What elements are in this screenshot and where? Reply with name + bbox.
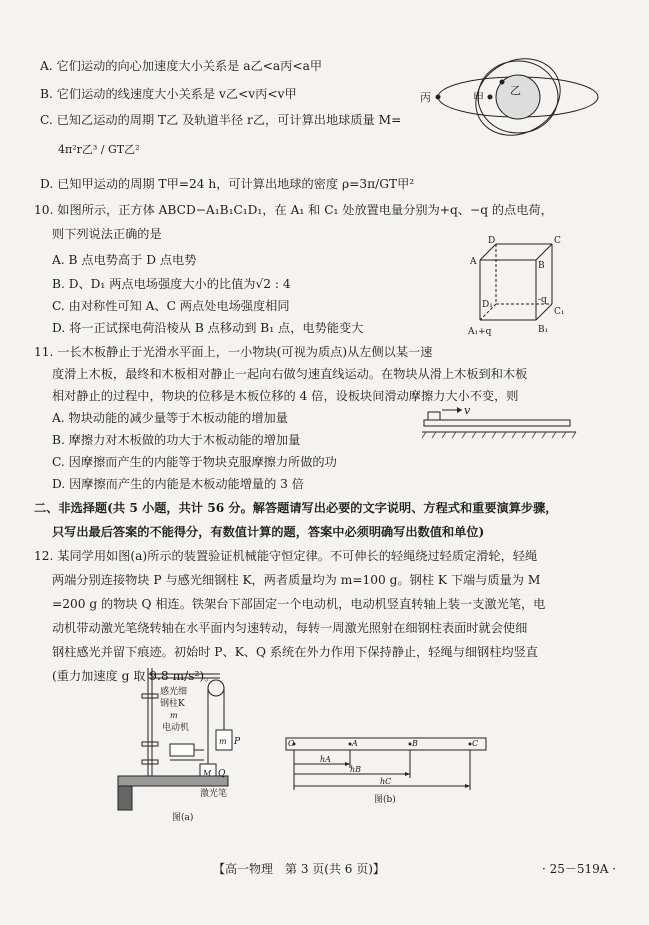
cube-label-d: D	[488, 236, 496, 246]
orbit-label-yi: 乙	[510, 84, 521, 97]
paper-code: · 25－519A ·	[542, 862, 617, 876]
q10-option-b: B. D、D₁ 两点电场强度大小的比值为√2 : 4	[52, 277, 291, 291]
trace-label-a: A	[352, 739, 358, 748]
q10-stem-line2: 则下列说法正确的是	[52, 227, 162, 241]
label-m-block: m	[219, 737, 227, 746]
trace-label-hc: hC	[380, 777, 392, 786]
q9-option-c: C. 已知乙运动的周期 T乙 及轨道半径 r乙，可计算出地球质量 M=	[40, 113, 402, 127]
q12-line3: =200 g 的物块 Q 相连。铁架台下部固定一个电动机，电动机竖直转轴上装一支激光笔，电	[52, 597, 546, 611]
q11-option-a: A. 物块动能的减少量等于木板动能的增加量	[52, 411, 288, 425]
q12-line1: 12. 某同学用如图(a)所示的装置验证机械能守恒定律。不可伸长的轻绳绕过轻质定滑轮，轻绳	[34, 549, 538, 563]
q12-line2: 两端分别连接物块 P 与感光细钢柱 K，两者质量均为 m=100 g。钢柱 K 下端与质量为 M	[52, 573, 541, 587]
orbit-label-jia: 甲	[473, 91, 484, 104]
section2-header-line2: 只写出最后答案的不能得分，有数值计算的题，答案中必须明确写出数值和单位)	[52, 525, 485, 539]
trace-label-b: B	[412, 739, 418, 748]
cube-label-b: B	[538, 261, 545, 271]
label-laser-pen: 激光笔	[200, 789, 228, 799]
label-m-rod: m	[170, 711, 178, 720]
q11-stem-line2: 度滑上木板，最终和木板相对静止一起向右做匀速直线运动。在物块从滑上木板到和木板	[52, 367, 528, 381]
q12-line4: 动机带动激光笔绕转轴在水平面内匀速转动，每转一周激光照射在细钢柱表面时就会使细	[52, 621, 528, 635]
label-q: Q	[218, 769, 226, 779]
figure-b-trace	[282, 734, 492, 814]
q10-option-d: D. 将一正试探电荷沿棱从 B 点移动到 B₁ 点，电势能变大	[52, 321, 364, 335]
figure-a-apparatus	[108, 664, 258, 824]
label-big-m: M	[203, 769, 212, 778]
trace-label-o: O	[288, 739, 295, 748]
label-p: P	[234, 737, 241, 747]
q11-option-c: C. 因摩擦而产生的内能等于物块克服摩擦力所做的功	[52, 455, 337, 469]
q9-option-c-formula: 4π²r乙³ / GT乙²	[58, 143, 140, 156]
trace-label-c: C	[472, 739, 479, 748]
q10-option-a: A. B 点电势高于 D 点电势	[52, 253, 197, 267]
trace-label-ha: hA	[320, 755, 331, 764]
label-motor: 电动机	[162, 723, 190, 733]
cube-label-a: A	[470, 257, 477, 267]
cube-label-a1-plus-q: A₁+q	[468, 327, 492, 337]
cube-label-c: C	[554, 236, 561, 246]
label-photosensitive-2: 钢柱K	[160, 699, 185, 709]
q12-line5: 钢柱感光并留下痕迹。初始时 P、K、Q 系统在外力作用下保持静止，轻绳与细钢柱均竖直	[52, 645, 538, 659]
q11-option-b: B. 摩擦力对木板做的功大于木板动能的增加量	[52, 433, 301, 447]
figure-b-caption: 图(b)	[374, 795, 396, 805]
q10-option-c: C. 由对称性可知 A、C 两点处电场强度相同	[52, 299, 290, 313]
cube-figure	[460, 234, 575, 344]
trace-label-hb: hB	[350, 765, 362, 774]
page-number: 【高一物理 第 3 页(共 6 页)】	[213, 862, 385, 876]
q11-option-d: D. 因摩擦而产生的内能是木板动能增量的 3 倍	[52, 477, 304, 491]
q9-option-b: B. 它们运动的线速度大小关系是 v乙<v丙<v甲	[40, 87, 297, 101]
section2-header-line1: 二、非选择题(共 5 小题，共计 56 分。解答题请写出必要的文字说明、方程式和重要演算步骤，	[34, 501, 558, 515]
q10-stem-line1: 10. 如图所示，正方体 ABCD−A₁B₁C₁D₁，在 A₁ 和 C₁ 处放置电量分别为+q、−q 的点电荷，	[34, 203, 553, 217]
board-block-figure	[420, 404, 580, 444]
q11-stem-line3: 相对静止的过程中，物块的位移是木板位移的 4 倍，设板块间滑动摩擦力大小不变，则	[52, 389, 519, 403]
orbit-figure	[418, 52, 618, 142]
velocity-label: v	[464, 404, 471, 417]
orbit-label-bing: 丙	[420, 91, 431, 104]
cube-label-b1: B₁	[538, 325, 549, 335]
cube-label-minus-q: -q	[538, 295, 547, 305]
label-photosensitive-1: 感光细	[160, 687, 188, 697]
cube-label-d1: D₁	[482, 300, 493, 310]
q9-option-d: D. 已知甲运动的周期 T甲=24 h，可计算出地球的密度 ρ=3π/GT甲²	[40, 177, 415, 191]
q11-stem-line1: 11. 一长木板静止于光滑水平面上，一小物块(可视为质点)从左侧以某一速	[34, 345, 433, 359]
q12-line6: (重力加速度 g 取 9.8 m/s²)。	[52, 669, 217, 683]
q9-option-a: A. 它们运动的向心加速度大小关系是 a乙<a丙<a甲	[40, 59, 323, 73]
cube-label-c1: C₁	[554, 307, 565, 317]
figure-a-caption: 图(a)	[172, 813, 194, 823]
